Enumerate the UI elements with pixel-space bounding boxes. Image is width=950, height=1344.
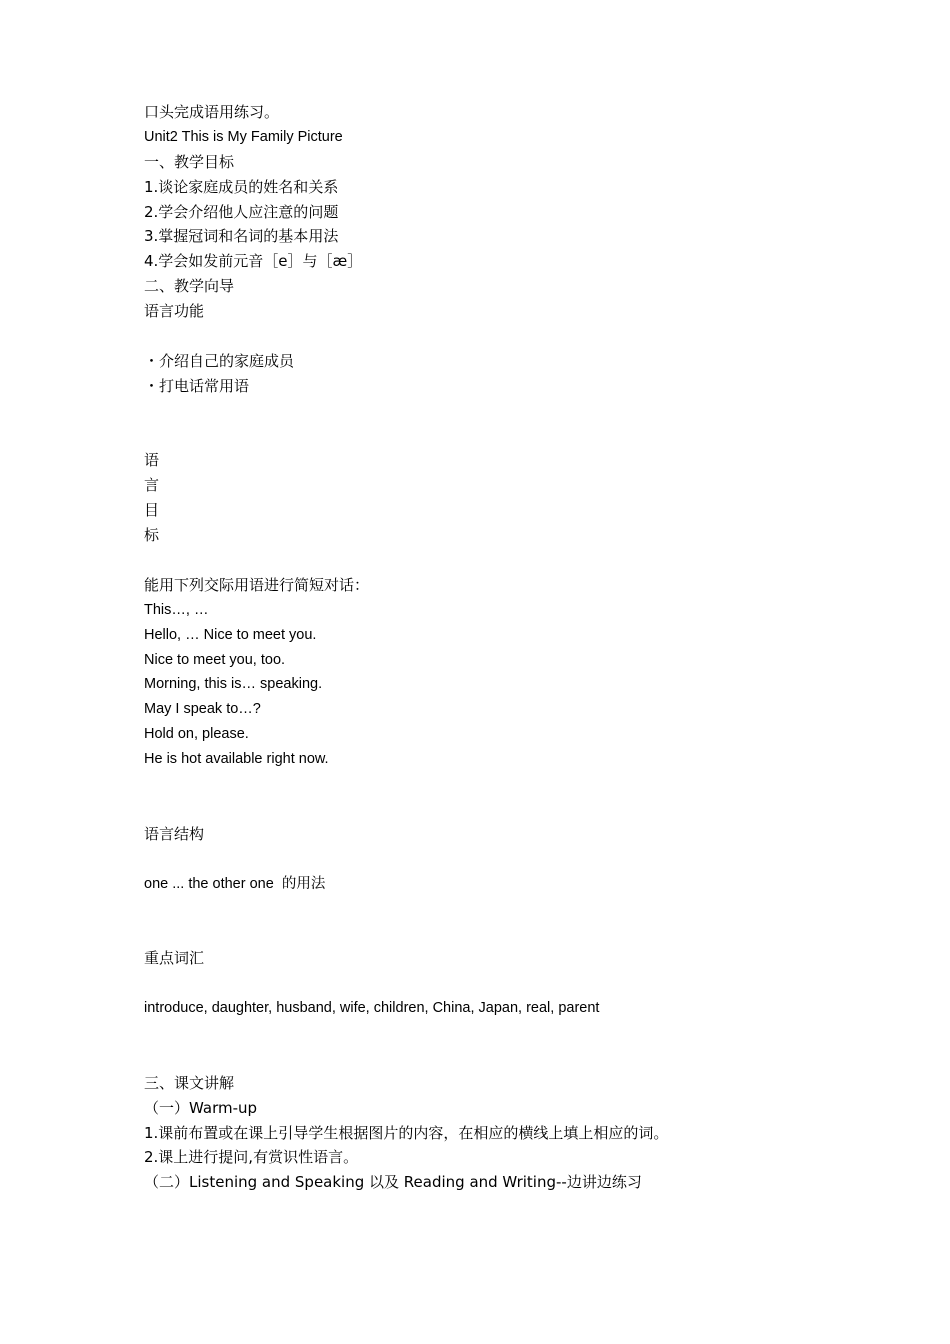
vocabulary-line: introduce, daughter, husband, wife, children, China, Japan, real, parent <box>144 1000 600 1017</box>
bullet-item: ・介绍自己的家庭成员 <box>144 351 295 370</box>
bullet-item: ・打电话常用语 <box>144 376 250 395</box>
blank-line <box>144 548 904 573</box>
list-item: 1.课前布置或在课上引导学生根据图片的内容，在相应的横线上填上相应的词。 <box>144 1123 669 1142</box>
blank-line <box>144 897 904 922</box>
blank-line <box>144 921 904 946</box>
list-item: 2.课上进行提问,有赏识性语言。 <box>144 1148 359 1167</box>
dialogue-line: Nice to meet you, too. <box>144 651 286 668</box>
list-item: 4.学会如发前元音［e］与［æ］ <box>144 252 363 271</box>
blank-line <box>144 424 904 449</box>
blank-line <box>144 797 904 822</box>
subsection-heading: （一）Warm-up <box>144 1098 258 1117</box>
blank-line <box>144 772 904 797</box>
subsection-heading: 重点词汇 <box>144 949 205 968</box>
section-heading: 三、课文讲解 <box>144 1073 235 1092</box>
text-line: 能用下列交际用语进行简短对话： <box>144 575 370 594</box>
blank-line <box>144 1021 904 1046</box>
vertical-heading-char: 目 <box>144 501 160 520</box>
unit-title: Unit2 This is My Family Picture <box>144 128 343 145</box>
list-item: 2.学会介绍他人应注意的问题 <box>144 202 339 221</box>
vertical-heading-char: 语 <box>144 451 160 470</box>
text-line: one ... the other one 的用法 <box>144 875 326 892</box>
dialogue-line: He is hot available right now. <box>144 751 329 768</box>
list-item: 1.谈论家庭成员的姓名和关系 <box>144 177 339 196</box>
dialogue-line: Hello, … Nice to meet you. <box>144 626 317 643</box>
list-item: 3.掌握冠词和名词的基本用法 <box>144 227 339 246</box>
vertical-heading-char: 标 <box>144 526 160 545</box>
section-heading: 二、教学向导 <box>144 277 235 296</box>
dialogue-line: Hold on, please. <box>144 726 249 743</box>
blank-line <box>144 971 904 996</box>
text-line: 口头完成语用练习。 <box>144 103 280 121</box>
section-heading: 一、教学目标 <box>144 152 235 171</box>
blank-line <box>144 324 904 349</box>
blank-line <box>144 1046 904 1071</box>
vertical-heading-char: 言 <box>144 476 160 495</box>
blank-line <box>144 847 904 872</box>
subsection-heading: 语言结构 <box>144 824 205 843</box>
dialogue-line: This…, … <box>144 601 209 618</box>
dialogue-line: May I speak to…? <box>144 701 261 718</box>
subsection-heading: 语言功能 <box>144 302 205 321</box>
blank-line <box>144 399 904 424</box>
subsection-heading: （二）Listening and Speaking 以及 Reading and Writing--边讲边练习 <box>144 1173 642 1192</box>
document-body <box>144 100 904 1195</box>
dialogue-line: Morning, this is… speaking. <box>144 676 323 693</box>
